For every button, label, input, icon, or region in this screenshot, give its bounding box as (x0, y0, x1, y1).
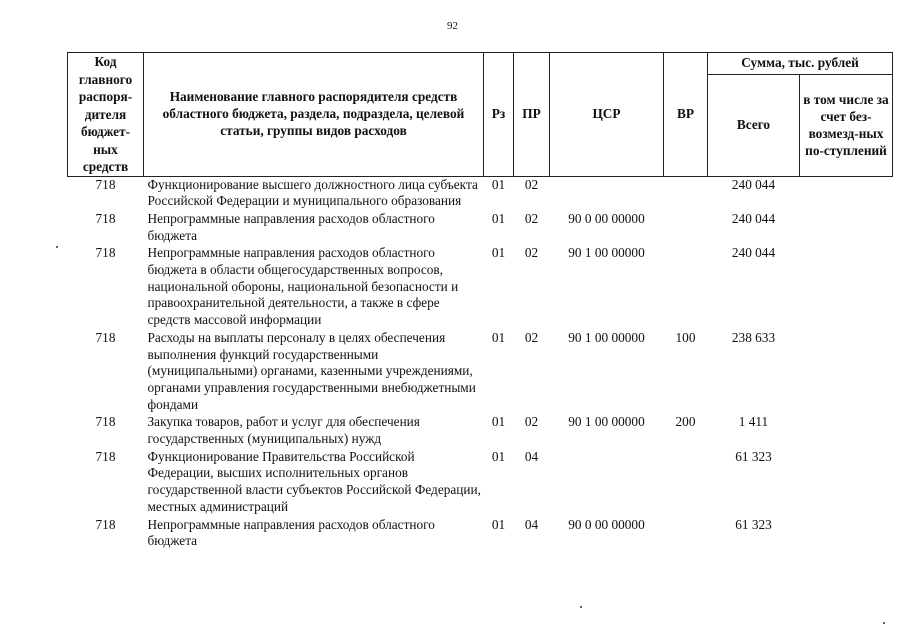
header-code: Код главного распоря-дителя бюджет-ных средств (68, 53, 144, 177)
cell-pr: 02 (524, 329, 539, 345)
cell-vozm (800, 245, 893, 330)
cell-vr (664, 517, 708, 551)
cell-total: 61 323 (735, 516, 772, 532)
cell-code: 718 (95, 414, 116, 430)
cell-rz: 01 (491, 210, 506, 226)
table-row (68, 414, 893, 448)
cell-pr: 02 (524, 414, 539, 430)
cell-total: 238 633 (731, 329, 776, 345)
scan-speck (883, 622, 885, 624)
cell-rz: 01 (491, 448, 506, 464)
cell-csr: 90 1 00 00000 (568, 329, 645, 345)
cell-vozm (800, 176, 893, 211)
cell-name: Функционирование высшего должностного лица субъекта Российской Федерации и муниципального образования (147, 176, 478, 209)
table-row (68, 449, 893, 517)
budget-table (67, 52, 893, 551)
table-header (68, 53, 893, 177)
cell-name: Закупка товаров, работ и услуг для обеспечения государственных (муниципальных) нужд (147, 414, 420, 447)
cell-total: 1 411 (738, 414, 769, 430)
cell-name: Непрограммные направления расходов областного бюджета в области общегосударственных вопросов, национальной обороны, национальной безопасности и правоохранительной деятельности, а также в сфере средств массовой информации (147, 245, 459, 328)
header-row (68, 53, 893, 75)
cell-pr: 04 (524, 448, 539, 464)
cell-code: 718 (95, 329, 116, 345)
cell-code: 718 (95, 516, 116, 532)
cell-vr (664, 176, 708, 211)
cell-vozm (800, 211, 893, 245)
cell-rz: 01 (491, 176, 506, 192)
page-number: 92 (447, 20, 458, 32)
cell-vozm (800, 414, 893, 448)
header-sum: Сумма, тыс. рублей (708, 53, 893, 75)
cell-pr: 02 (524, 210, 539, 226)
cell-csr (550, 176, 664, 211)
cell-name: Непрограммные направления расходов областного бюджета (147, 516, 435, 549)
scan-speck (580, 606, 582, 608)
cell-code: 718 (95, 245, 116, 261)
cell-pr: 02 (524, 245, 539, 261)
cell-pr: 04 (524, 516, 539, 532)
cell-code: 718 (95, 448, 116, 464)
cell-csr: 90 0 00 00000 (568, 210, 645, 226)
header-vr: ВР (664, 53, 708, 177)
cell-name: Непрограммные направления расходов областного бюджета (147, 210, 435, 243)
cell-code: 718 (95, 176, 116, 192)
cell-vr: 100 (675, 329, 696, 345)
cell-rz: 01 (491, 414, 506, 430)
cell-pr: 02 (524, 176, 539, 192)
cell-code: 718 (95, 210, 116, 226)
cell-vr: 200 (675, 414, 696, 430)
cell-name: Расходы на выплаты персоналу в целях обеспечения выполнения функций государственными (муниципальными) органами, казенными учреждениями, органами управления государственными внебюджетными фондами (147, 329, 476, 412)
header-rz: Рз (484, 53, 514, 177)
cell-vr (664, 449, 708, 517)
cell-vozm (800, 517, 893, 551)
cell-vr (664, 245, 708, 330)
header-vozm: в том числе за счет без-возмезд-ных по-ступлений (800, 75, 893, 177)
cell-name: Функционирование Правительства Российской Федерации, высших исполнительных органов государственной власти субъектов Российской Федерации, местных администраций (147, 448, 481, 514)
table-row (68, 245, 893, 330)
header-total: Всего (708, 75, 800, 177)
cell-vr (664, 211, 708, 245)
cell-vozm (800, 330, 893, 415)
cell-total: 240 044 (731, 245, 776, 261)
header-csr: ЦСР (550, 53, 664, 177)
cell-rz: 01 (491, 245, 506, 261)
cell-vozm (800, 449, 893, 517)
scan-speck (56, 246, 58, 248)
cell-csr: 90 1 00 00000 (568, 245, 645, 261)
header-name: Наименование главного распорядителя средств областного бюджета, раздела, подраздела, целевой статьи, группы видов расходов (144, 53, 484, 177)
cell-csr: 90 1 00 00000 (568, 414, 645, 430)
table-body (68, 176, 893, 551)
cell-csr (550, 449, 664, 517)
header-pr: ПР (514, 53, 550, 177)
table-row (68, 176, 893, 211)
table-row (68, 517, 893, 551)
cell-total: 240 044 (731, 210, 776, 226)
cell-csr: 90 0 00 00000 (568, 516, 645, 532)
cell-total: 240 044 (731, 176, 776, 192)
table-row (68, 211, 893, 245)
cell-rz: 01 (491, 329, 506, 345)
cell-rz: 01 (491, 516, 506, 532)
table-row (68, 330, 893, 415)
cell-total: 61 323 (735, 448, 772, 464)
